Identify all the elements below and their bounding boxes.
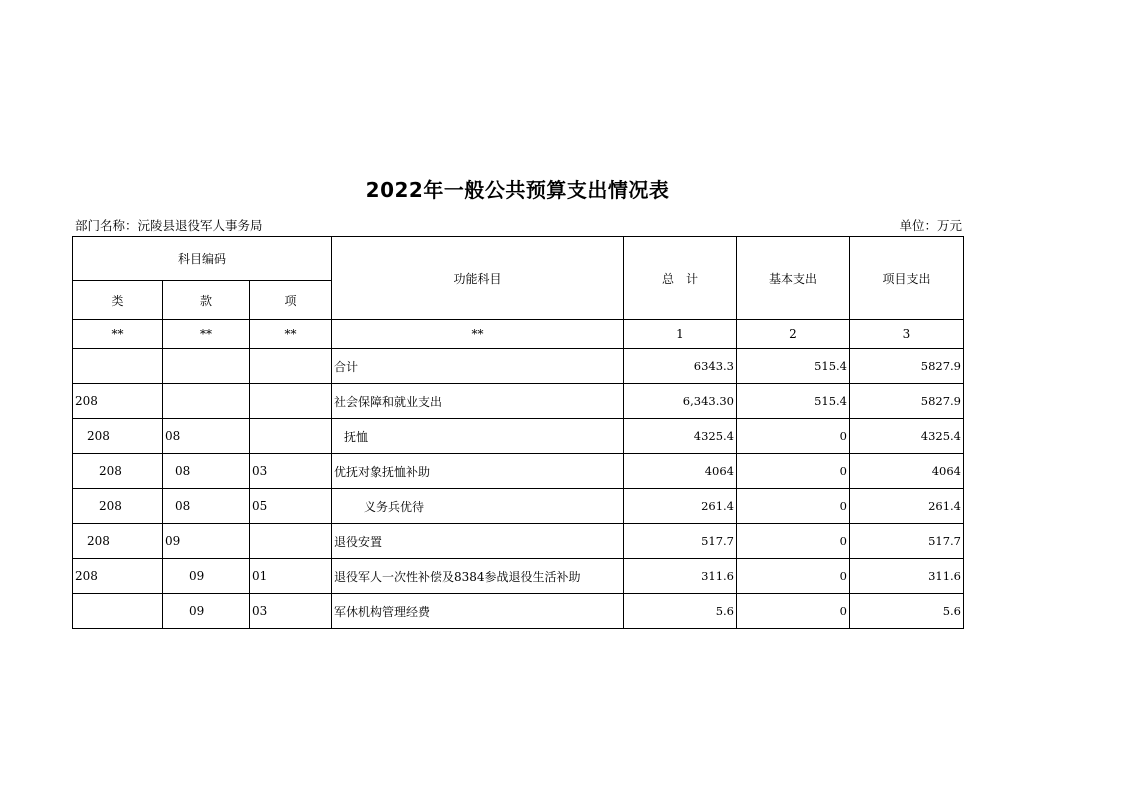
cell-project: 261.4 (850, 489, 964, 524)
table-row (73, 419, 964, 454)
cell-basic: 0 (737, 419, 850, 454)
cell-total: 4064 (624, 454, 737, 489)
header-xiang: 项 (250, 281, 332, 320)
cell-name: 退役安置 (332, 524, 624, 559)
cell-name: 优抚对象抚恤补助 (332, 454, 624, 489)
index-cell: 3 (850, 320, 964, 349)
cell-project: 4325.4 (850, 419, 964, 454)
cell-lei: 208 (73, 489, 163, 524)
cell-kuan: 09 (163, 559, 250, 594)
cell-basic: 0 (737, 559, 850, 594)
cell-name: 抚恤 (332, 419, 624, 454)
cell-lei (73, 594, 163, 629)
header-function-subject: 功能科目 (332, 237, 624, 320)
cell-basic: 515.4 (737, 384, 850, 419)
cell-project: 4064 (850, 454, 964, 489)
index-cell: 1 (624, 320, 737, 349)
cell-lei: 208 (73, 524, 163, 559)
index-row (73, 320, 964, 349)
cell-kuan: 08 (163, 419, 250, 454)
table-row (73, 384, 964, 419)
cell-lei: 208 (73, 559, 163, 594)
cell-name: 军休机构管理经费 (332, 594, 624, 629)
cell-xiang: 05 (250, 489, 332, 524)
cell-xiang: 03 (250, 454, 332, 489)
header-project: 项目支出 (850, 237, 964, 320)
cell-basic: 0 (737, 489, 850, 524)
index-cell: 2 (737, 320, 850, 349)
cell-project: 5827.9 (850, 349, 964, 384)
index-cell: ** (250, 320, 332, 349)
header-lei: 类 (73, 281, 163, 320)
cell-total: 4325.4 (624, 419, 737, 454)
cell-xiang (250, 349, 332, 384)
cell-name: 合计 (332, 349, 624, 384)
cell-lei (73, 349, 163, 384)
cell-kuan (163, 384, 250, 419)
cell-total: 517.7 (624, 524, 737, 559)
index-cell: ** (73, 320, 163, 349)
index-cell: ** (163, 320, 250, 349)
cell-basic: 515.4 (737, 349, 850, 384)
cell-project: 5.6 (850, 594, 964, 629)
cell-total: 5.6 (624, 594, 737, 629)
cell-basic: 0 (737, 454, 850, 489)
cell-name: 退役军人一次性补偿及8384参战退役生活补助 (332, 559, 624, 594)
table-row (73, 594, 964, 629)
cell-name: 社会保障和就业支出 (332, 384, 624, 419)
unit-label: 单位：万元 (899, 218, 962, 233)
header-basic: 基本支出 (737, 237, 850, 320)
table-row (73, 349, 964, 384)
cell-project: 311.6 (850, 559, 964, 594)
header-subject-code: 科目编码 (73, 237, 332, 281)
page-title: 2022年一般公共预算支出情况表 (365, 178, 670, 202)
cell-lei: 208 (73, 454, 163, 489)
cell-xiang (250, 419, 332, 454)
cell-total: 6343.3 (624, 349, 737, 384)
cell-kuan: 08 (163, 489, 250, 524)
cell-lei: 208 (73, 419, 163, 454)
table-row (73, 524, 964, 559)
cell-project: 517.7 (850, 524, 964, 559)
cell-xiang: 01 (250, 559, 332, 594)
index-cell: ** (332, 320, 624, 349)
budget-table (72, 236, 964, 629)
header-total: 总 计 (624, 237, 737, 320)
cell-kuan: 09 (163, 594, 250, 629)
department-name: 部门名称：沅陵县退役军人事务局 (75, 218, 263, 233)
cell-kuan (163, 349, 250, 384)
cell-lei: 208 (73, 384, 163, 419)
table-row (73, 489, 964, 524)
table-row (73, 454, 964, 489)
cell-kuan: 09 (163, 524, 250, 559)
cell-total: 261.4 (624, 489, 737, 524)
cell-name: 义务兵优待 (332, 489, 624, 524)
cell-total: 311.6 (624, 559, 737, 594)
table-row (73, 559, 964, 594)
header-kuan: 款 (163, 281, 250, 320)
cell-kuan: 08 (163, 454, 250, 489)
cell-project: 5827.9 (850, 384, 964, 419)
cell-xiang: 03 (250, 594, 332, 629)
cell-xiang (250, 524, 332, 559)
cell-xiang (250, 384, 332, 419)
cell-basic: 0 (737, 524, 850, 559)
cell-basic: 0 (737, 594, 850, 629)
header-row (73, 237, 964, 281)
cell-total: 6,343.30 (624, 384, 737, 419)
